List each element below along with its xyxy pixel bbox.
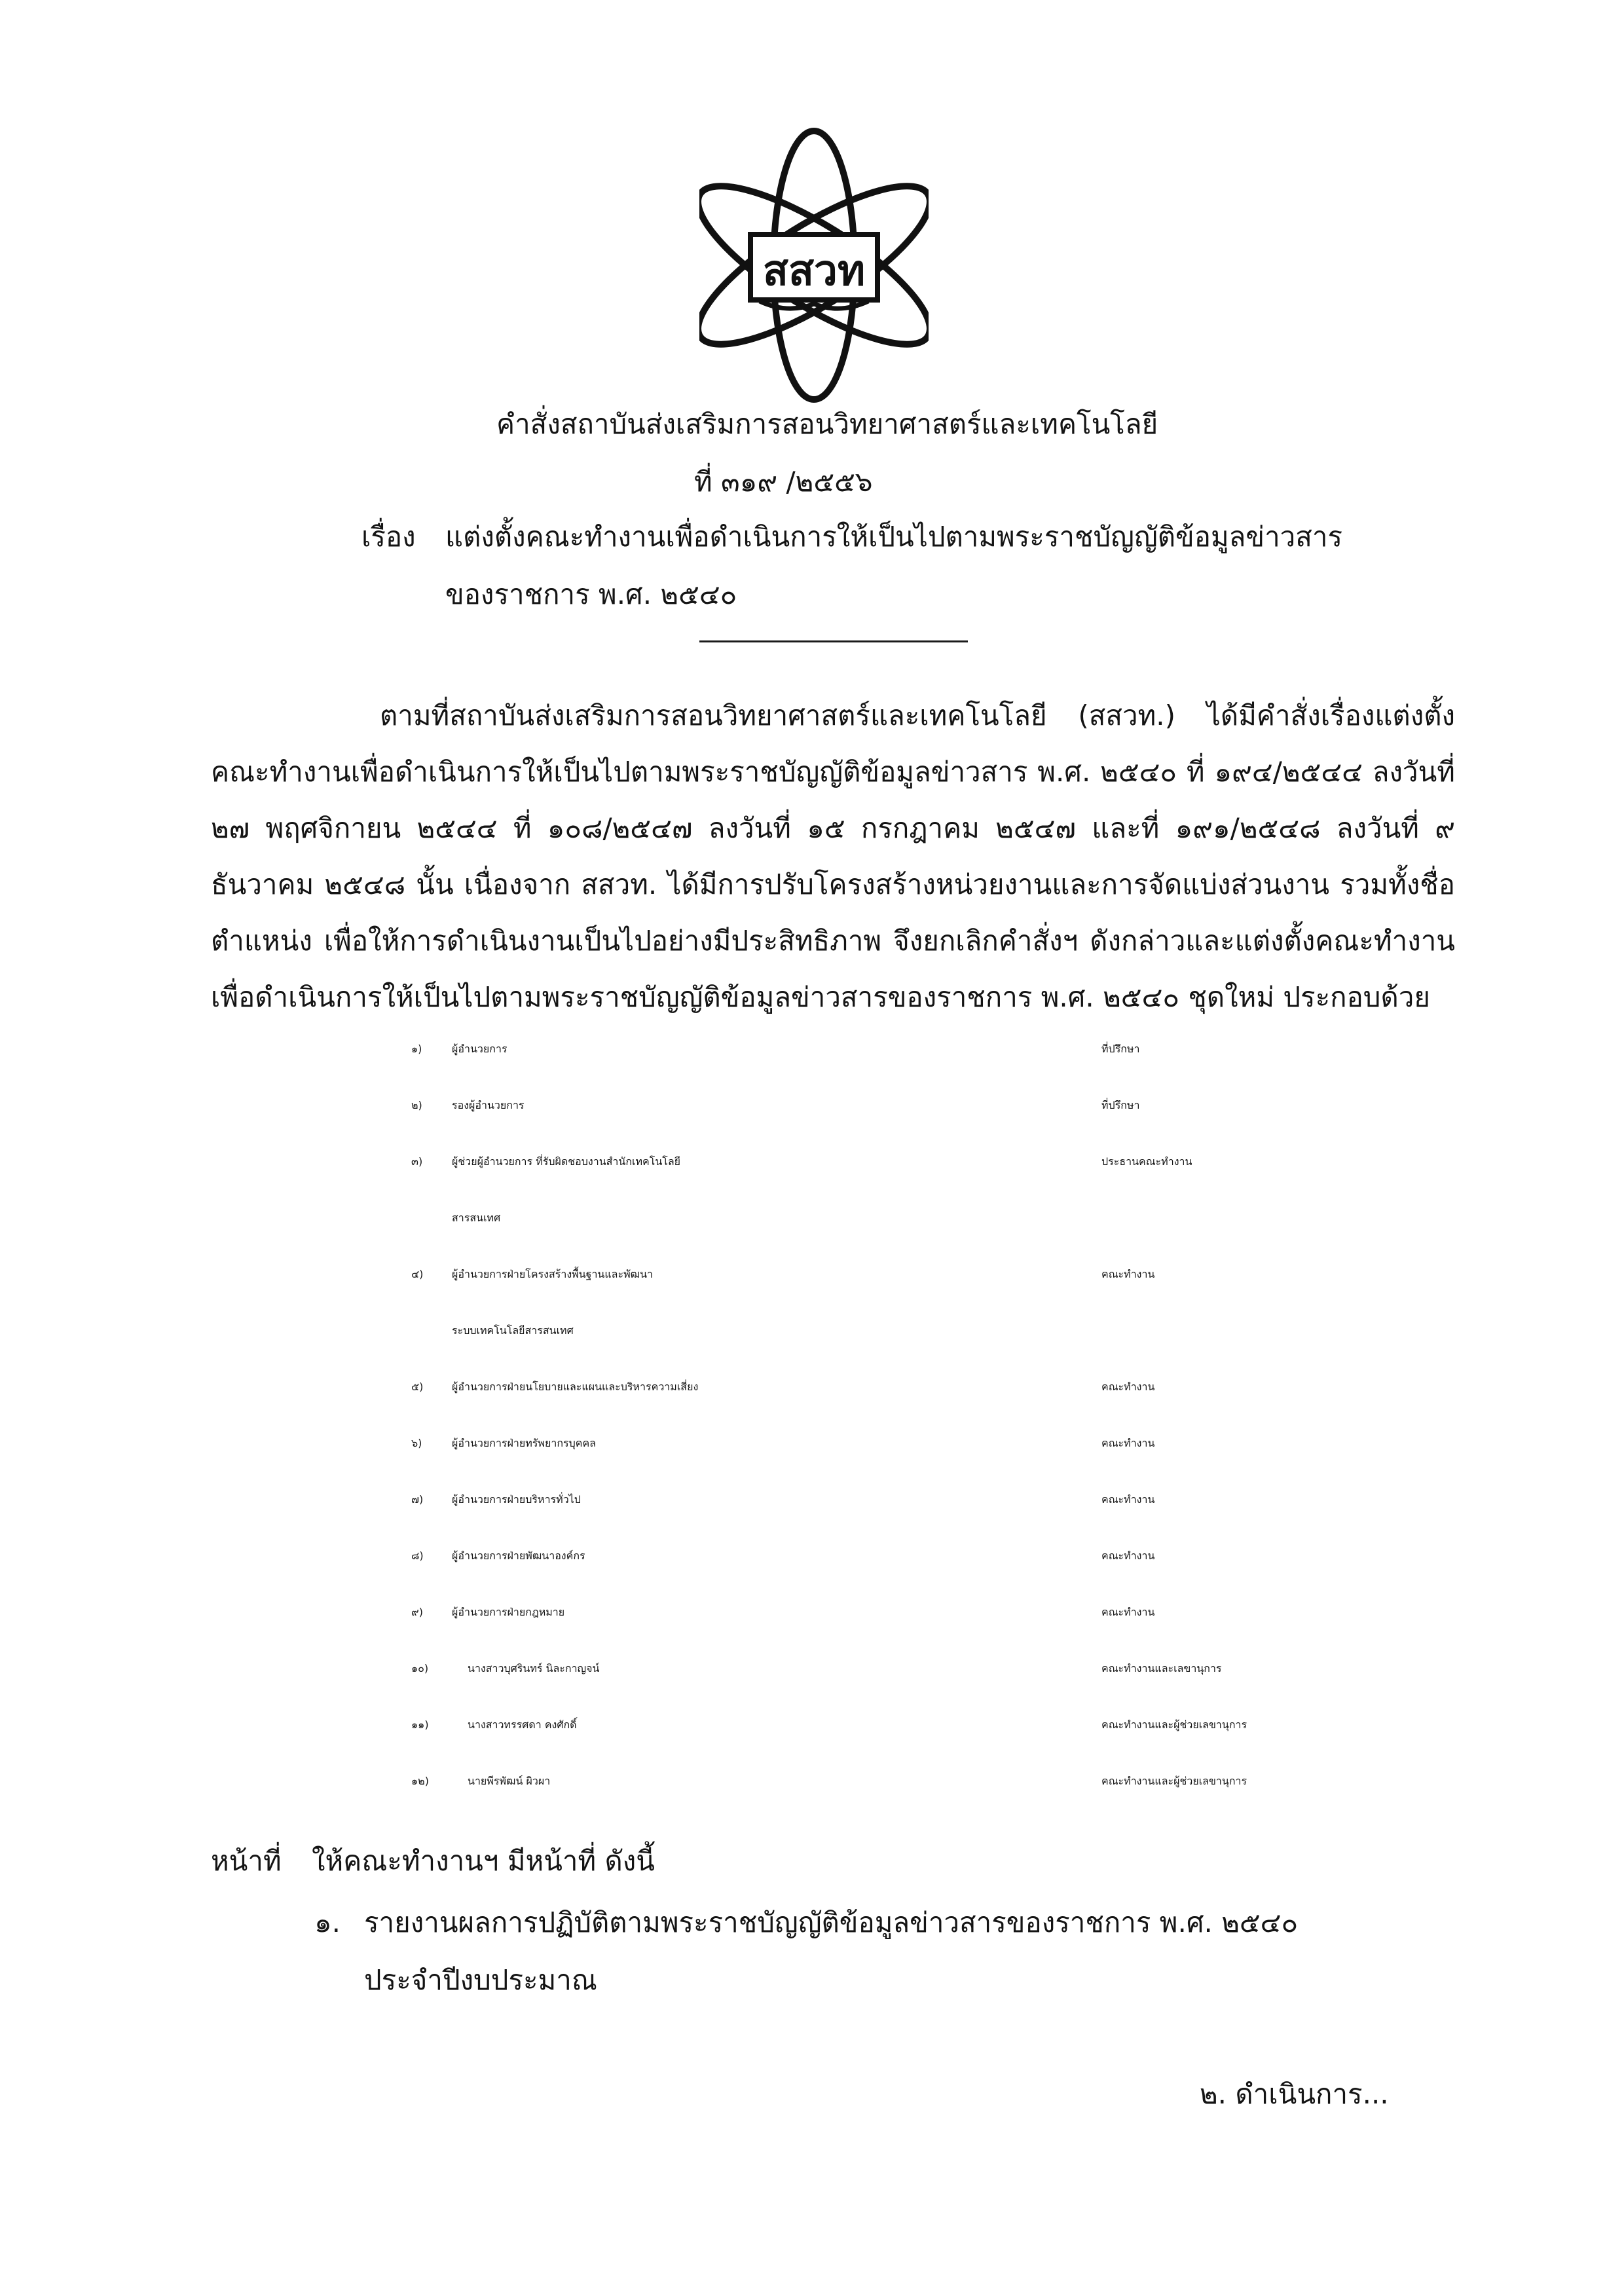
duties-label: หน้าที่ [211,1845,282,1877]
subject-label: เรื่อง [361,521,416,553]
member-row: ๓) ผู้ช่วยผู้อำนวยการ ที่รับผิดชอบงานสำนักเทคโนโลยี สารสนเทศ ประธานคณะทำงาน [411,1155,1192,1224]
duties-intro: ให้คณะทำงานฯ มีหน้าที่ ดังนี้ [312,1845,655,1877]
subject-line-2: ของราชการ พ.ศ. ๒๕๔๐ [445,578,737,610]
member-row: ๙) ผู้อำนวยการฝ่ายกฎหมาย คณะทำงาน [411,1606,1155,1618]
institute-logo [699,118,929,413]
member-row: ๒) รองผู้อำนวยการ ที่ปรึกษา [411,1099,1140,1111]
member-row: ๕) ผู้อำนวยการฝ่ายนโยบายและแผนและบริหารความเสี่ยง คณะทำงาน [411,1380,1155,1393]
duty-item-line-2: ประจำปีงบประมาณ [364,1964,597,1996]
member-row: ๑๐) นางสาวบุศรินทร์ นิละกาญจน์ คณะทำงานและเลขานุการ [411,1662,1222,1675]
subject-line-1: แต่งตั้งคณะทำงานเพื่อดำเนินการให้เป็นไปตามพระราชบัญญัติข้อมูลข่าวสาร [445,521,1343,553]
duty-item-line-1: รายงานผลการปฏิบัติตามพระราชบัญญัติข้อมูลข่าวสารของราชการ พ.ศ. ๒๕๔๐ [364,1906,1299,1938]
document-title: คำสั่งสถาบันส่งเสริมการสอนวิทยาศาสตร์และเทคโนโลยี [496,408,1158,440]
atom-emblem-icon [699,118,929,413]
member-row: ๑๒) นายพีรพัฒน์ ผิวผา คณะทำงานและผู้ช่วยเลขานุการ [411,1775,1247,1787]
body-paragraph: ตามที่สถาบันส่งเสริมการสอนวิทยาศาสตร์และเทคโนโลยี (สสวท.) ได้มีคำสั่งเรื่องแต่งตั้งคณะทำงานเพื่อดำเนินการให้เป็นไปตามพระราชบัญญัติข้อมูลข่าวสาร พ.ศ. ๒๕๔๐ ที่ ๑๙๔/๒๕๔๔ ลงวันที่ ๒๗ พฤศจิกายน ๒๕๔๔ ที่ ๑๐๘/๒๕๔๗ ลงวันที่ ๑๕ กรกฎาคม ๒๕๔๗ และที่ ๑๙๑/๒๕๔๘ ลงวันที่ ๙ ธันวาคม ๒๕๔๘ นั้น เนื่องจาก สสวท. ได้มีการปรับโครงสร้างหน่วยงานและการจัดแบ่งส่วนงาน รวมทั้งชื่อตำแหน่ง เพื่อให้การดำเนินงานเป็นไปอย่างมีประสิทธิภาพ จึงยกเลิกคำสั่งฯ ดังกล่าวและแต่งตั้งคณะทำงานเพื่อดำเนินการให้เป็นไปตามพระราชบัญญัติข้อมูลข่าวสารของราชการ พ.ศ. ๒๕๔๐ ชุดใหม่ ประกอบด้วย [211,699,1456,1013]
order-number: ที่ ๓๑๙ /๒๕๕๖ [694,466,873,498]
member-row: ๑) ผู้อำนวยการ ที่ปรึกษา [411,1043,1140,1055]
member-row: ๗) ผู้อำนวยการฝ่ายบริหารทั่วไป คณะทำงาน [411,1493,1155,1506]
continuation-note: ๒. ดำเนินการ... [1200,2078,1389,2110]
member-row: ๔) ผู้อำนวยการฝ่ายโครงสร้างพื้นฐานและพัฒนา ระบบเทคโนโลยีสารสนเทศ คณะทำงาน [411,1268,1155,1337]
member-row: ๘) ผู้อำนวยการฝ่ายพัฒนาองค์กร คณะทำงาน [411,1549,1155,1562]
member-row: ๑๑) นางสาวทรรศดา คงศักดิ์ คณะทำงานและผู้ช่วยเลขานุการ [411,1718,1247,1731]
member-row: ๖) ผู้อำนวยการฝ่ายทรัพยากรบุคคล คณะทำงาน [411,1437,1155,1449]
duty-item-number: ๑. [314,1906,341,1938]
logo-text: สสวท [762,247,866,295]
divider-line [699,640,968,642]
